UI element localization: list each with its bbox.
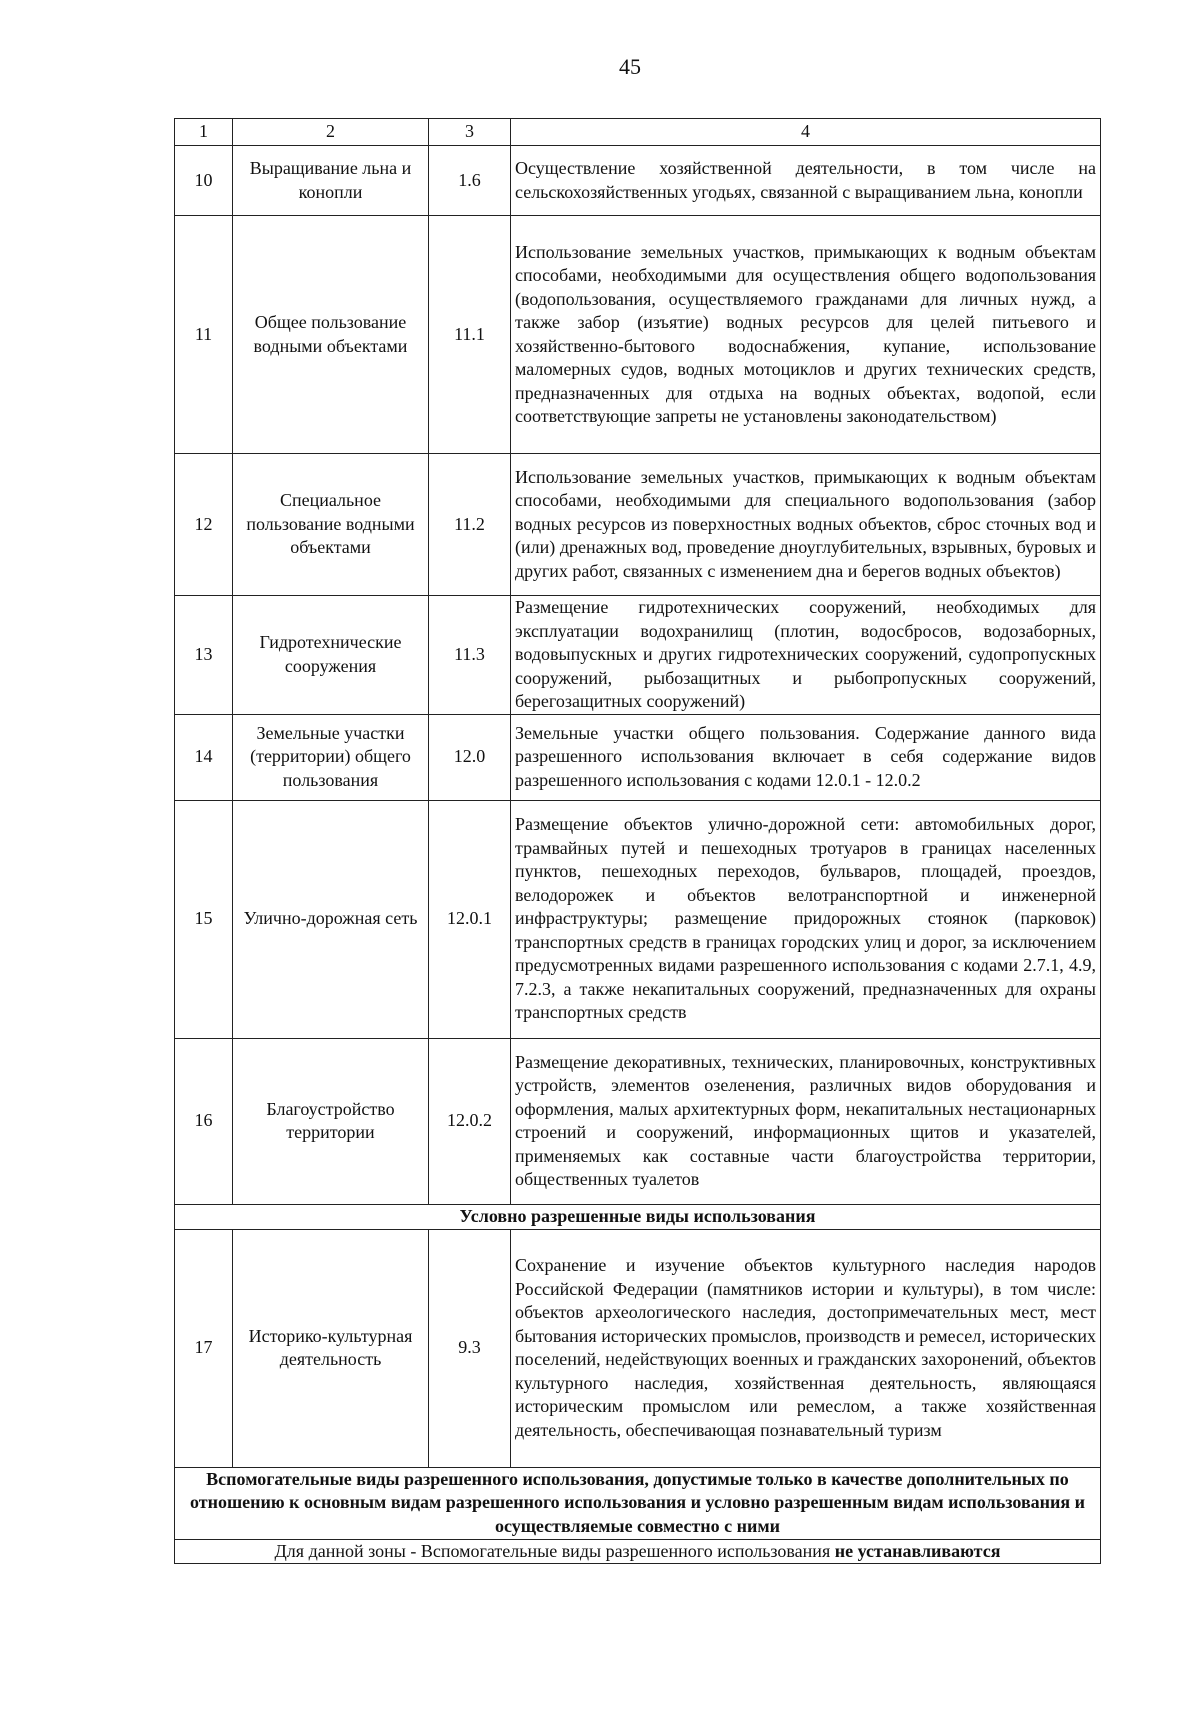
section-row (175, 1204, 1101, 1229)
use-name: Выращивание льна и конопли (233, 146, 429, 216)
header-col-2: 2 (233, 119, 429, 146)
header-col-3: 3 (429, 119, 511, 146)
use-name: Историко-культурная деятельность (233, 1229, 429, 1467)
row-number: 15 (175, 800, 233, 1038)
land-use-table (174, 118, 1101, 1564)
use-code: 1.6 (429, 146, 511, 216)
table-row (175, 800, 1101, 1038)
use-description: Земельные участки общего пользования. Содержание данного вида разрешенного использования включает в себя содержание видов разрешенного использования с кодами 12.0.1 - 12.0.2 (511, 714, 1101, 800)
use-code: 11.1 (429, 216, 511, 454)
use-name: Благоустройство территории (233, 1038, 429, 1204)
row-number: 11 (175, 216, 233, 454)
use-code: 12.0 (429, 714, 511, 800)
table-row (175, 216, 1101, 454)
table-row (175, 454, 1101, 596)
final-note-emphasis: не устанавливаются (834, 1540, 1001, 1561)
table-row (175, 714, 1101, 800)
use-description: Сохранение и изучение объектов культурного наследия народов Российской Федерации (памятников истории и культуры), в том числе: объектов археологического наследия, достопримечательных мест, мест бытования исторических промыслов, производств и ремесел, исторических поселений, недействующих военных и гражданских захоронений, объектов культурного наследия, хозяйственная деятельность, являющаяся историческим промыслом или ремеслом, а также хозяйственная деятельность, обеспечивающая познавательный туризм (511, 1229, 1101, 1467)
row-number: 16 (175, 1038, 233, 1204)
table-row (175, 1038, 1101, 1204)
use-code: 9.3 (429, 1229, 511, 1467)
page-number: 45 (619, 54, 641, 79)
use-name: Гидротехнические сооружения (233, 596, 429, 715)
use-code: 12.0.2 (429, 1038, 511, 1204)
use-code: 11.2 (429, 454, 511, 596)
row-number: 12 (175, 454, 233, 596)
row-number: 14 (175, 714, 233, 800)
use-name: Улично-дорожная сеть (233, 800, 429, 1038)
conditional-section-title: Условно разрешенные виды использования (175, 1204, 1101, 1229)
use-name: Земельные участки (территории) общего пользования (233, 714, 429, 800)
table-row (175, 146, 1101, 216)
use-description: Использование земельных участков, примыкающих к водным объектам способами, необходимыми для специального водопользования (забор водных ресурсов из поверхностных водных объектов, сброс сточных вод и (или) дренажных вод, проведение дноуглубительных, взрывных, буровых и других работ, связанных с изменением дна и берегов водных объектов) (511, 454, 1101, 596)
table-header-row (175, 119, 1101, 146)
use-description: Размещение объектов улично-дорожной сети: автомобильных дорог, трамвайных путей и пешеходных тротуаров в границах населенных пунктов, пешеходных переходов, бульваров, площадей, проездов, велодорожек и объектов велотранспортной и инженерной инфраструктуры; размещение придорожных стоянок (парковок) транспортных средств в границах городских улиц и дорог, за исключением предусмотренных видами разрешенного использования с кодами 2.7.1, 4.9, 7.2.3, а также некапитальных сооружений, предназначенных для охраны транспортных средств (511, 800, 1101, 1038)
final-note-row (175, 1539, 1101, 1564)
use-code: 12.0.1 (429, 800, 511, 1038)
row-number: 17 (175, 1229, 233, 1467)
final-note (175, 1539, 1101, 1564)
use-description: Использование земельных участков, примыкающих к водным объектам способами, необходимыми для осуществления общего водопользования (водопользования, осуществляемого гражданами для личных нужд, а также забор (изъятие) водных ресурсов для целей питьевого и хозяйственно-бытового водоснабжения, купание, использование маломерных судов, водных мотоциклов и других технических средств, предназначенных для отдыха на водных объектах, водопой, если соответствующие запреты не установлены законодательством) (511, 216, 1101, 454)
section-row (175, 1467, 1101, 1539)
table-row (175, 596, 1101, 715)
table-row (175, 1229, 1101, 1467)
use-code: 11.3 (429, 596, 511, 715)
use-name: Общее пользование водными объектами (233, 216, 429, 454)
row-number: 10 (175, 146, 233, 216)
use-description: Осуществление хозяйственной деятельности, в том числе на сельскохозяйственных угодьях, связанной с выращиванием льна, конопли (511, 146, 1101, 216)
header-col-4: 4 (511, 119, 1101, 146)
header-col-1: 1 (175, 119, 233, 146)
use-description: Размещение гидротехнических сооружений, необходимых для эксплуатации водохранилищ (плотин, водосбросов, водозаборных, водовыпускных и других гидротехнических сооружений, судопропускных сооружений, рыбозащитных и рыбопропускных сооружений, берегозащитных сооружений) (511, 596, 1101, 715)
use-name: Специальное пользование водными объектами (233, 454, 429, 596)
final-note-text: Для данной зоны - Вспомогательные виды разрешенного использования (274, 1540, 835, 1561)
row-number: 13 (175, 596, 233, 715)
use-description: Размещение декоративных, технических, планировочных, конструктивных устройств, элементов озеленения, различных видов оборудования и оформления, малых архитектурных форм, некапитальных нестационарных строений и сооружений, информационных щитов и указателей, применяемых как составные части благоустройства территории, общественных туалетов (511, 1038, 1101, 1204)
auxiliary-section-title: Вспомогательные виды разрешенного использования, допустимые только в качестве дополнительных по отношению к основным видам разрешенного использования и условно разрешенным видам использования и осуществляемые совместно с ними (175, 1467, 1101, 1539)
